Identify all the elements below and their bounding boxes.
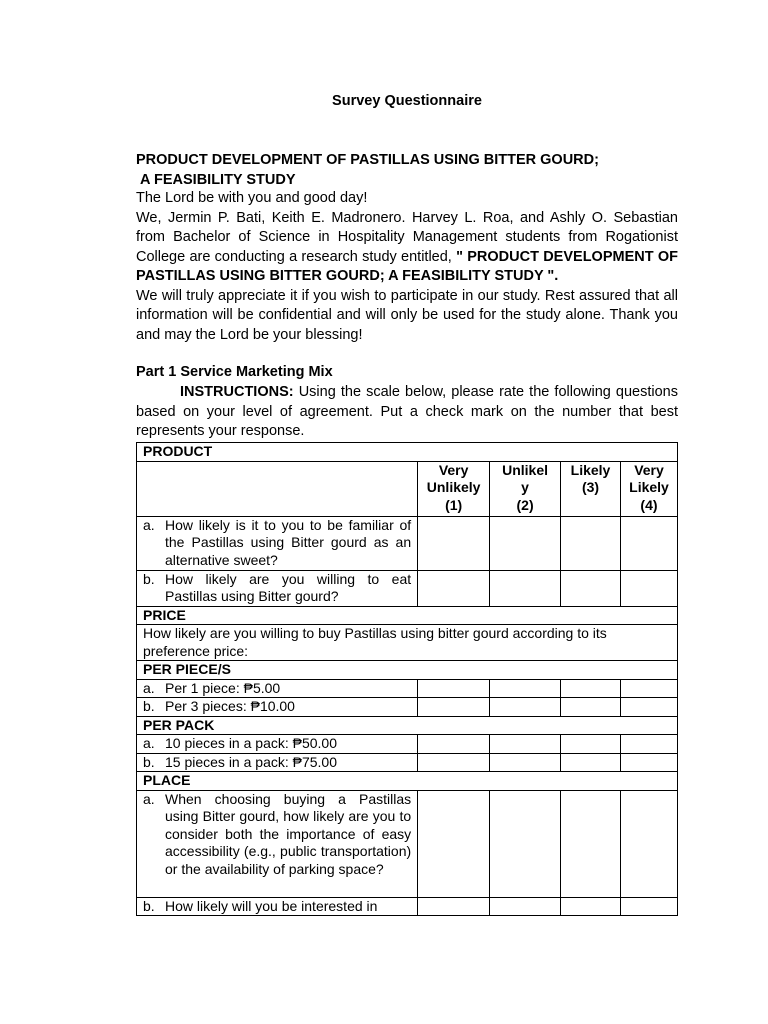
scale-very-likely: Very Likely (4) — [620, 461, 677, 516]
rating-cell-1[interactable] — [418, 570, 490, 606]
study-heading — [136, 151, 678, 190]
table-row — [137, 897, 678, 916]
table-row — [137, 735, 678, 754]
page-title: Survey Questionnaire — [332, 93, 482, 109]
scale-header-row — [137, 461, 678, 516]
intro-section — [136, 189, 678, 345]
table-row — [137, 679, 678, 698]
rating-cell-2[interactable] — [490, 698, 561, 717]
section-price: PRICE — [137, 606, 678, 625]
instructions — [136, 383, 678, 442]
survey-table — [136, 442, 678, 916]
rating-cell-2[interactable] — [490, 679, 561, 698]
part1-title: Part 1 Service Marketing Mix — [136, 364, 333, 380]
product-question-a: a. How likely is it to you to be familiar of the Pastillas using Bitter gourd as an alternative sweet? — [137, 516, 418, 570]
per-piece-option-a: a. Per 1 piece: ₱5.00 — [137, 679, 418, 698]
rating-cell-1[interactable] — [418, 698, 490, 717]
table-row — [137, 516, 678, 570]
table-row — [137, 753, 678, 772]
study-heading-line2-text: A FEASIBILITY STUDY — [140, 171, 296, 188]
rating-cell-3[interactable] — [561, 897, 621, 916]
intro-text: We, Jermin P. Bati, Keith E. Madronero. Harvey L. Roa, and Ashly O. Sebastian from Bachelor of Science in Hospitality Management students from Rogationist College are conducting a research study entitled, — [136, 209, 678, 265]
scale-very-unlikely: Very Unlikely (1) — [418, 461, 490, 516]
scale-unlikely: Unlikel y (2) — [490, 461, 561, 516]
rating-cell-3[interactable] — [561, 516, 621, 570]
rating-cell-4[interactable] — [620, 735, 677, 754]
rating-cell-3[interactable] — [561, 698, 621, 717]
rating-cell-1[interactable] — [418, 679, 490, 698]
rating-cell-2[interactable] — [490, 570, 561, 606]
section-place: PLACE — [137, 772, 678, 791]
per-piece-option-b: b. Per 3 pieces: ₱10.00 — [137, 698, 418, 717]
product-question-b: b. How likely are you willing to eat Pastillas using Bitter gourd? — [137, 570, 418, 606]
price-question: How likely are you willing to buy Pastillas using bitter gourd according to its preference price: — [137, 625, 678, 661]
study-heading-line1: PRODUCT DEVELOPMENT OF PASTILLAS USING BITTER GOURD; — [136, 152, 599, 168]
per-pack-option-a: a. 10 pieces in a pack: ₱50.00 — [137, 735, 418, 754]
rating-cell-1[interactable] — [418, 735, 490, 754]
greeting: The Lord be with you and good day! — [136, 190, 368, 206]
instructions-label: INSTRUCTIONS: — [180, 384, 294, 400]
table-row — [137, 698, 678, 717]
rating-cell-4[interactable] — [620, 679, 677, 698]
rating-cell-1[interactable] — [418, 790, 490, 897]
rating-cell-4[interactable] — [620, 516, 677, 570]
place-question-b: b. How likely will you be interested in — [137, 897, 418, 916]
rating-cell-2[interactable] — [490, 735, 561, 754]
rating-cell-2[interactable] — [490, 897, 561, 916]
rating-cell-3[interactable] — [561, 570, 621, 606]
rating-cell-3[interactable] — [561, 735, 621, 754]
section-per-piece: PER PIECE/S — [137, 661, 678, 680]
rating-cell-4[interactable] — [620, 753, 677, 772]
rating-cell-1[interactable] — [418, 753, 490, 772]
rating-cell-4[interactable] — [620, 790, 677, 897]
rating-cell-3[interactable] — [561, 753, 621, 772]
table-row — [137, 570, 678, 606]
rating-cell-2[interactable] — [490, 516, 561, 570]
rating-cell-4[interactable] — [620, 698, 677, 717]
rating-cell-1[interactable] — [418, 516, 490, 570]
rating-cell-1[interactable] — [418, 897, 490, 916]
instructions-text: Using the scale below, please rate the following questions based on your level of agreement. Put a check mark on the number that best represents your response. — [136, 384, 678, 439]
intro-paragraph — [136, 209, 678, 287]
appreciation-paragraph: We will truly appreciate it if you wish to participate in our study. Rest assured that all information will be confidential and will only be used for the study alone. Thank you and may the Lord be your blessing! — [136, 287, 678, 343]
rating-cell-2[interactable] — [490, 753, 561, 772]
place-question-a: a. When choosing buying a Pastillas using Bitter gourd, how likely are you to consider both the importance of easy accessibility (e.g., public transportation) or the availability of parking space? — [137, 790, 418, 897]
per-pack-option-b: b. 15 pieces in a pack: ₱75.00 — [137, 753, 418, 772]
section-product: PRODUCT — [137, 443, 678, 462]
section-per-pack: PER PACK — [137, 716, 678, 735]
scale-header-blank — [137, 461, 418, 516]
study-heading-line2 — [136, 171, 678, 191]
rating-cell-4[interactable] — [620, 570, 677, 606]
table-row — [137, 790, 678, 897]
rating-cell-3[interactable] — [561, 679, 621, 698]
rating-cell-3[interactable] — [561, 790, 621, 897]
study-title-quoted: " PRODUCT DEVELOPMENT OF PASTILLAS USING BITTER GOURD; A FEASIBILITY STUDY ". — [136, 248, 678, 284]
rating-cell-4[interactable] — [620, 897, 677, 916]
scale-likely: Likely (3) — [561, 461, 621, 516]
rating-cell-2[interactable] — [490, 790, 561, 897]
